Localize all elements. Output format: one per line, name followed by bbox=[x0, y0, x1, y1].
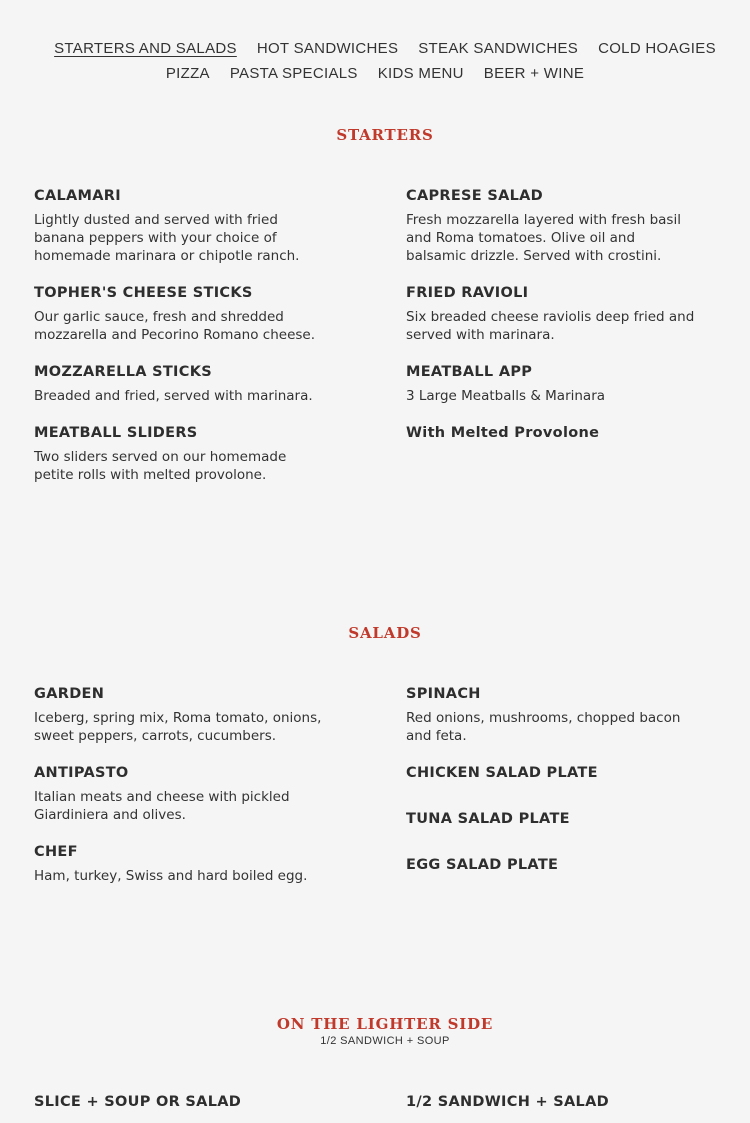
menu-item bbox=[34, 764, 334, 824]
nav-kids-menu[interactable]: KIDS MENU bbox=[377, 65, 464, 82]
item-name: SPINACH bbox=[406, 686, 481, 702]
category-nav bbox=[0, 36, 750, 86]
menu-item bbox=[406, 363, 706, 405]
starters-left-column bbox=[34, 187, 334, 503]
item-name: 1/2 SANDWICH + SALAD bbox=[406, 1094, 609, 1110]
menu-item bbox=[34, 363, 334, 405]
item-name: CHEF bbox=[34, 844, 78, 860]
item-name: FRIED RAVIOLI bbox=[406, 285, 529, 301]
section-title-starters: STARTERS bbox=[336, 126, 434, 144]
item-name: TOPHER'S CHEESE STICKS bbox=[34, 285, 253, 301]
nav-hot-sandwiches[interactable]: HOT SANDWICHES bbox=[256, 40, 399, 57]
item-name: MEATBALL APP bbox=[406, 364, 533, 380]
nav-pizza[interactable]: PIZZA bbox=[165, 65, 210, 82]
item-name: MOZZARELLA STICKS bbox=[34, 364, 212, 380]
item-name: MEATBALL SLIDERS bbox=[34, 425, 198, 441]
item-name: CHICKEN SALAD PLATE bbox=[406, 765, 598, 781]
lighter-right-column bbox=[406, 1093, 706, 1123]
menu-item bbox=[406, 424, 706, 442]
item-description: Red onions, mushrooms, chopped bacon and feta. bbox=[406, 710, 681, 744]
salads-left-column bbox=[34, 685, 334, 904]
section-subtitle-lighter-side: 1/2 SANDWICH + SOUP bbox=[320, 1035, 450, 1047]
menu-item bbox=[406, 764, 706, 782]
item-description: Breaded and fried, served with marinara. bbox=[34, 388, 313, 404]
menu-item bbox=[34, 187, 334, 265]
lighter-left-column bbox=[34, 1093, 334, 1123]
menu-item bbox=[34, 843, 334, 885]
section-title-lighter-side: ON THE LIGHTER SIDE bbox=[276, 1015, 494, 1033]
menu-item bbox=[406, 856, 706, 874]
item-description: Six breaded cheese raviolis deep fried and served with marinara. bbox=[406, 309, 695, 343]
item-description: Italian meats and cheese with pickled Giardiniera and olives. bbox=[34, 789, 290, 823]
item-description: 3 Large Meatballs & Marinara bbox=[406, 388, 606, 404]
menu-item bbox=[34, 424, 334, 484]
item-description: Fresh mozzarella layered with fresh basil and Roma tomatoes. Olive oil and balsamic drizzle. Served with crostini. bbox=[406, 212, 681, 264]
menu-item bbox=[406, 187, 706, 265]
nav-row-1 bbox=[0, 36, 750, 61]
item-name: EGG SALAD PLATE bbox=[406, 857, 559, 873]
item-name: With Melted Provolone bbox=[406, 425, 600, 441]
menu-item bbox=[34, 284, 334, 344]
section-title-salads: SALADS bbox=[348, 624, 422, 642]
menu-item bbox=[406, 1093, 706, 1111]
menu-item bbox=[34, 1093, 334, 1111]
menu-item bbox=[34, 685, 334, 745]
nav-starters-and-salads[interactable]: STARTERS AND SALADS bbox=[54, 40, 237, 57]
menu-item bbox=[406, 685, 706, 745]
item-description: Iceberg, spring mix, Roma tomato, onions, sweet peppers, carrots, cucumbers. bbox=[34, 710, 322, 744]
nav-row-2 bbox=[0, 61, 750, 86]
item-name: ANTIPASTO bbox=[34, 765, 129, 781]
nav-steak-sandwiches[interactable]: STEAK SANDWICHES bbox=[418, 40, 579, 57]
menu-item bbox=[406, 284, 706, 344]
menu-item bbox=[406, 810, 706, 828]
nav-cold-hoagies[interactable]: COLD HOAGIES bbox=[598, 40, 716, 57]
item-name: CAPRESE SALAD bbox=[406, 188, 544, 204]
item-description: Ham, turkey, Swiss and hard boiled egg. bbox=[34, 868, 308, 884]
nav-beer-wine[interactable]: BEER + WINE bbox=[483, 65, 585, 82]
item-name: CALAMARI bbox=[34, 188, 121, 204]
item-name: SLICE + SOUP OR SALAD bbox=[34, 1094, 242, 1110]
salads-right-column bbox=[406, 685, 706, 893]
item-name: TUNA SALAD PLATE bbox=[406, 811, 570, 827]
item-description: Two sliders served on our homemade petite rolls with melted provolone. bbox=[34, 449, 287, 483]
starters-right-column bbox=[406, 187, 706, 461]
nav-pasta-specials[interactable]: PASTA SPECIALS bbox=[229, 65, 358, 82]
item-name: GARDEN bbox=[34, 686, 105, 702]
item-description: Our garlic sauce, fresh and shredded mozzarella and Pecorino Romano cheese. bbox=[34, 309, 316, 343]
item-description: Lightly dusted and served with fried banana peppers with your choice of homemade marinara or chipotle ranch. bbox=[34, 212, 300, 264]
